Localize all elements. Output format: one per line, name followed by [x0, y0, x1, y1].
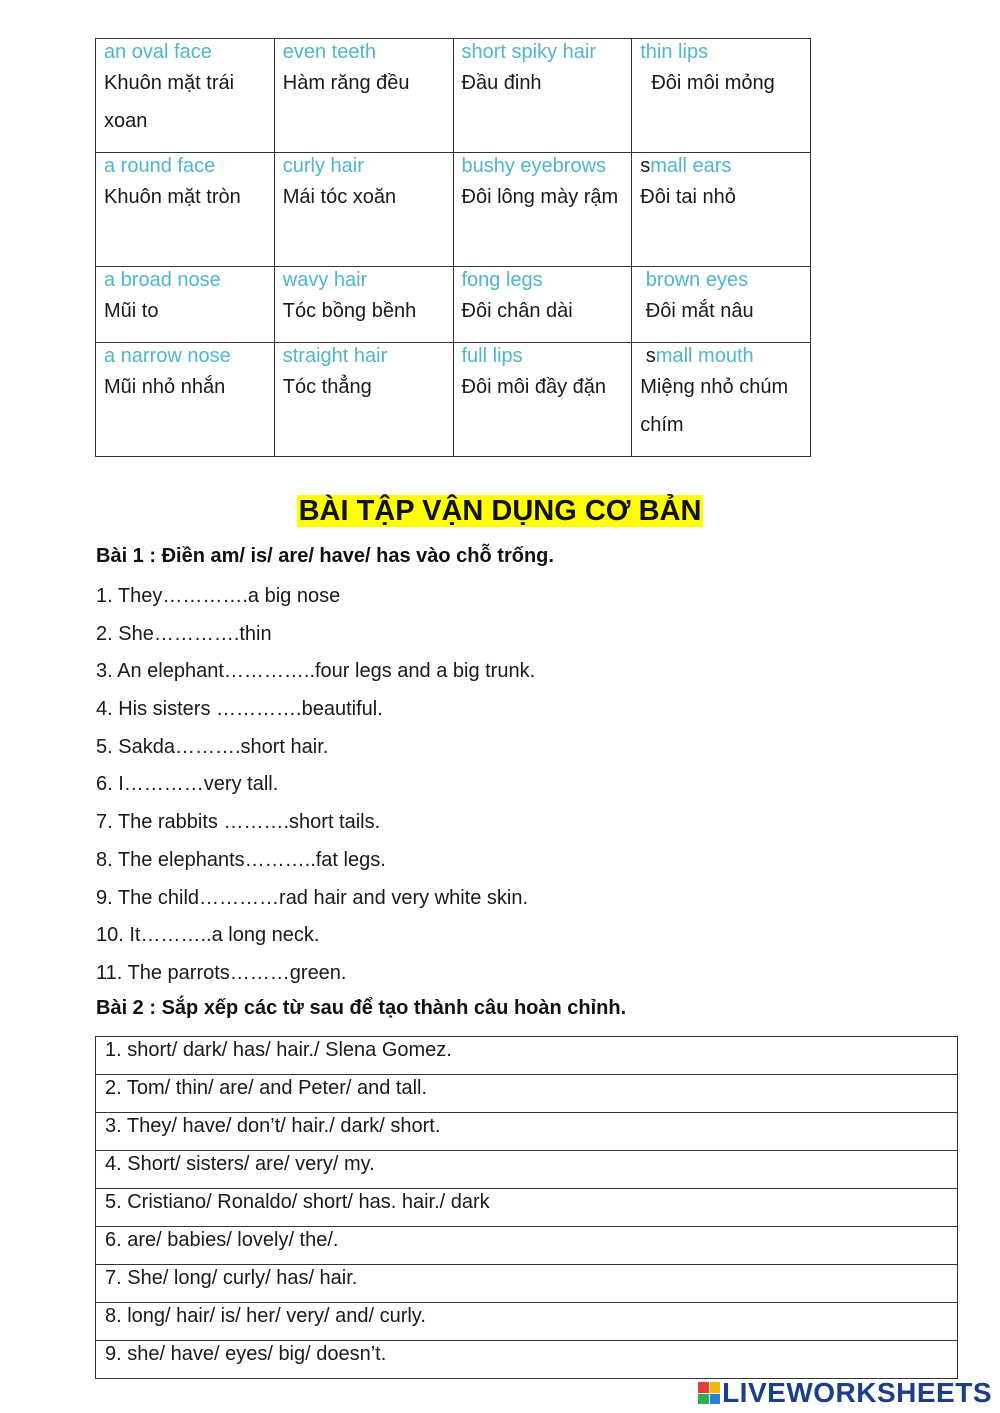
logo-badge-icon — [698, 1382, 720, 1404]
vocab-cell — [453, 343, 632, 457]
exercise-1-list — [96, 582, 535, 997]
vietnamese-meaning: Khuôn mặt trái xoan — [104, 72, 235, 132]
exercise-item: 8. The elephants………..fat legs. — [96, 848, 386, 871]
sentence-cell: 5. Cristiano/ Ronaldo/ short/ has. hair./ dark — [96, 1189, 958, 1227]
vietnamese-meaning: Đôi môi đầy đặn — [461, 376, 607, 398]
table-row — [96, 1341, 958, 1379]
vocab-cell — [96, 39, 275, 153]
sentence-cell: 6. are/ babies/ lovely/ the/. — [96, 1227, 958, 1265]
vietnamese-meaning: Đầu đinh — [461, 72, 542, 94]
vietnamese-meaning: Đôi môi mỏng — [640, 72, 775, 94]
vocab-cell — [453, 153, 632, 267]
vocab-cell — [632, 39, 811, 153]
english-term: curly hair — [282, 155, 364, 177]
sentence-cell: 4. Short/ sisters/ are/ very/ my. — [96, 1151, 958, 1189]
vietnamese-meaning: Mũi nhỏ nhắn — [104, 376, 226, 398]
english-term: small ears — [640, 155, 732, 177]
vocab-cell — [274, 153, 453, 267]
vocab-row — [96, 343, 811, 457]
english-term: an oval face — [104, 41, 212, 63]
vietnamese-meaning: Miệng nhỏ chúm chím — [640, 376, 789, 436]
exercise-item: 11. The parrots………green. — [96, 961, 347, 984]
sentence-cell: 7. She/ long/ curly/ has/ hair. — [96, 1265, 958, 1303]
table-row — [96, 1037, 958, 1075]
exercise-1-heading: Bài 1 : Điền am/ is/ are/ have/ has vào chỗ trống. — [96, 545, 554, 567]
vietnamese-meaning: Đôi tai nhỏ — [640, 186, 736, 208]
vocab-row — [96, 153, 811, 267]
exercise-item: 6. I…………very tall. — [96, 773, 279, 796]
logo-text: LIVEWORKSHEETS — [722, 1377, 992, 1408]
table-row — [96, 1075, 958, 1113]
table-row — [96, 1113, 958, 1151]
table-row — [96, 1303, 958, 1341]
vietnamese-meaning: Đôi mắt nâu — [640, 300, 754, 322]
english-term: short spiky hair — [461, 41, 596, 63]
exercise-2-table — [95, 1036, 958, 1379]
vocab-cell — [453, 267, 632, 343]
vietnamese-meaning: Khuôn mặt tròn — [104, 186, 241, 208]
vocab-cell — [632, 343, 811, 457]
vocab-cell — [632, 153, 811, 267]
exercise-item: 9. The child…………rad hair and very white skin. — [96, 886, 529, 909]
english-term: brown eyes — [640, 269, 749, 291]
table-row — [96, 1189, 958, 1227]
english-term: straight hair — [282, 345, 388, 367]
exercise-item: 2. She………….thin — [96, 622, 272, 645]
vocab-cell — [453, 39, 632, 153]
vietnamese-meaning: Mái tóc xoăn — [282, 186, 397, 208]
english-term: even teeth — [282, 41, 377, 63]
sentence-cell: 2. Tom/ thin/ are/ and Peter/ and tall. — [96, 1075, 958, 1113]
sentence-cell: 1. short/ dark/ has/ hair./ Slena Gomez. — [96, 1037, 958, 1075]
exercise-2-heading: Bài 2 : Sắp xếp các từ sau để tạo thành câu hoàn chỉnh. — [96, 997, 627, 1019]
english-term: wavy hair — [282, 269, 368, 291]
vocabulary-table — [95, 38, 811, 457]
vocab-row — [96, 267, 811, 343]
exercise-item: 1. They………….a big nose — [96, 585, 341, 607]
liveworksheets-logo — [698, 1377, 992, 1409]
vocab-cell — [274, 39, 453, 153]
english-term: fong legs — [461, 269, 543, 291]
vocab-cell — [632, 267, 811, 343]
exercise-item: 3. An elephant…………..four legs and a big trunk. — [96, 660, 536, 683]
vietnamese-meaning: Tóc thẳng — [282, 376, 372, 398]
sentence-cell: 8. long/ hair/ is/ her/ very/ and/ curly. — [96, 1303, 958, 1341]
vietnamese-meaning: Đôi chân dài — [461, 300, 573, 322]
vocab-cell — [274, 343, 453, 457]
exercise-item: 10. It………..a long neck. — [96, 924, 320, 947]
english-term: full lips — [461, 345, 523, 367]
vietnamese-meaning: Mũi to — [104, 300, 159, 322]
english-term: thin lips — [640, 41, 709, 63]
vietnamese-meaning: Hàm răng đều — [282, 72, 410, 94]
vocab-cell — [96, 153, 275, 267]
vocab-cell — [96, 267, 275, 343]
table-row — [96, 1265, 958, 1303]
exercise-item: 5. Sakda……….short hair. — [96, 735, 329, 758]
exercise-item: 4. His sisters ………….beautiful. — [96, 698, 383, 721]
english-term: a broad nose — [104, 269, 221, 291]
table-row — [96, 1227, 958, 1265]
table-row — [96, 1151, 958, 1189]
exercise-item: 7. The rabbits ……….short tails. — [96, 811, 381, 834]
vocab-cell — [96, 343, 275, 457]
section-title — [0, 492, 1000, 530]
sentence-cell: 3. They/ have/ don’t/ hair./ dark/ short. — [96, 1113, 958, 1151]
english-term: small mouth — [640, 345, 754, 367]
english-term: a narrow nose — [104, 345, 231, 367]
english-term: a round face — [104, 155, 216, 177]
vietnamese-meaning: Tóc bồng bềnh — [282, 300, 417, 322]
vocab-row — [96, 39, 811, 153]
sentence-cell: 9. she/ have/ eyes/ big/ doesn’t. — [96, 1341, 958, 1379]
highlighted-title: BÀI TẬP VẬN DỤNG CƠ BẢN — [298, 495, 702, 527]
vocab-cell — [274, 267, 453, 343]
vietnamese-meaning: Đôi lông mày rậm — [461, 186, 619, 208]
english-term: bushy eyebrows — [461, 155, 607, 177]
